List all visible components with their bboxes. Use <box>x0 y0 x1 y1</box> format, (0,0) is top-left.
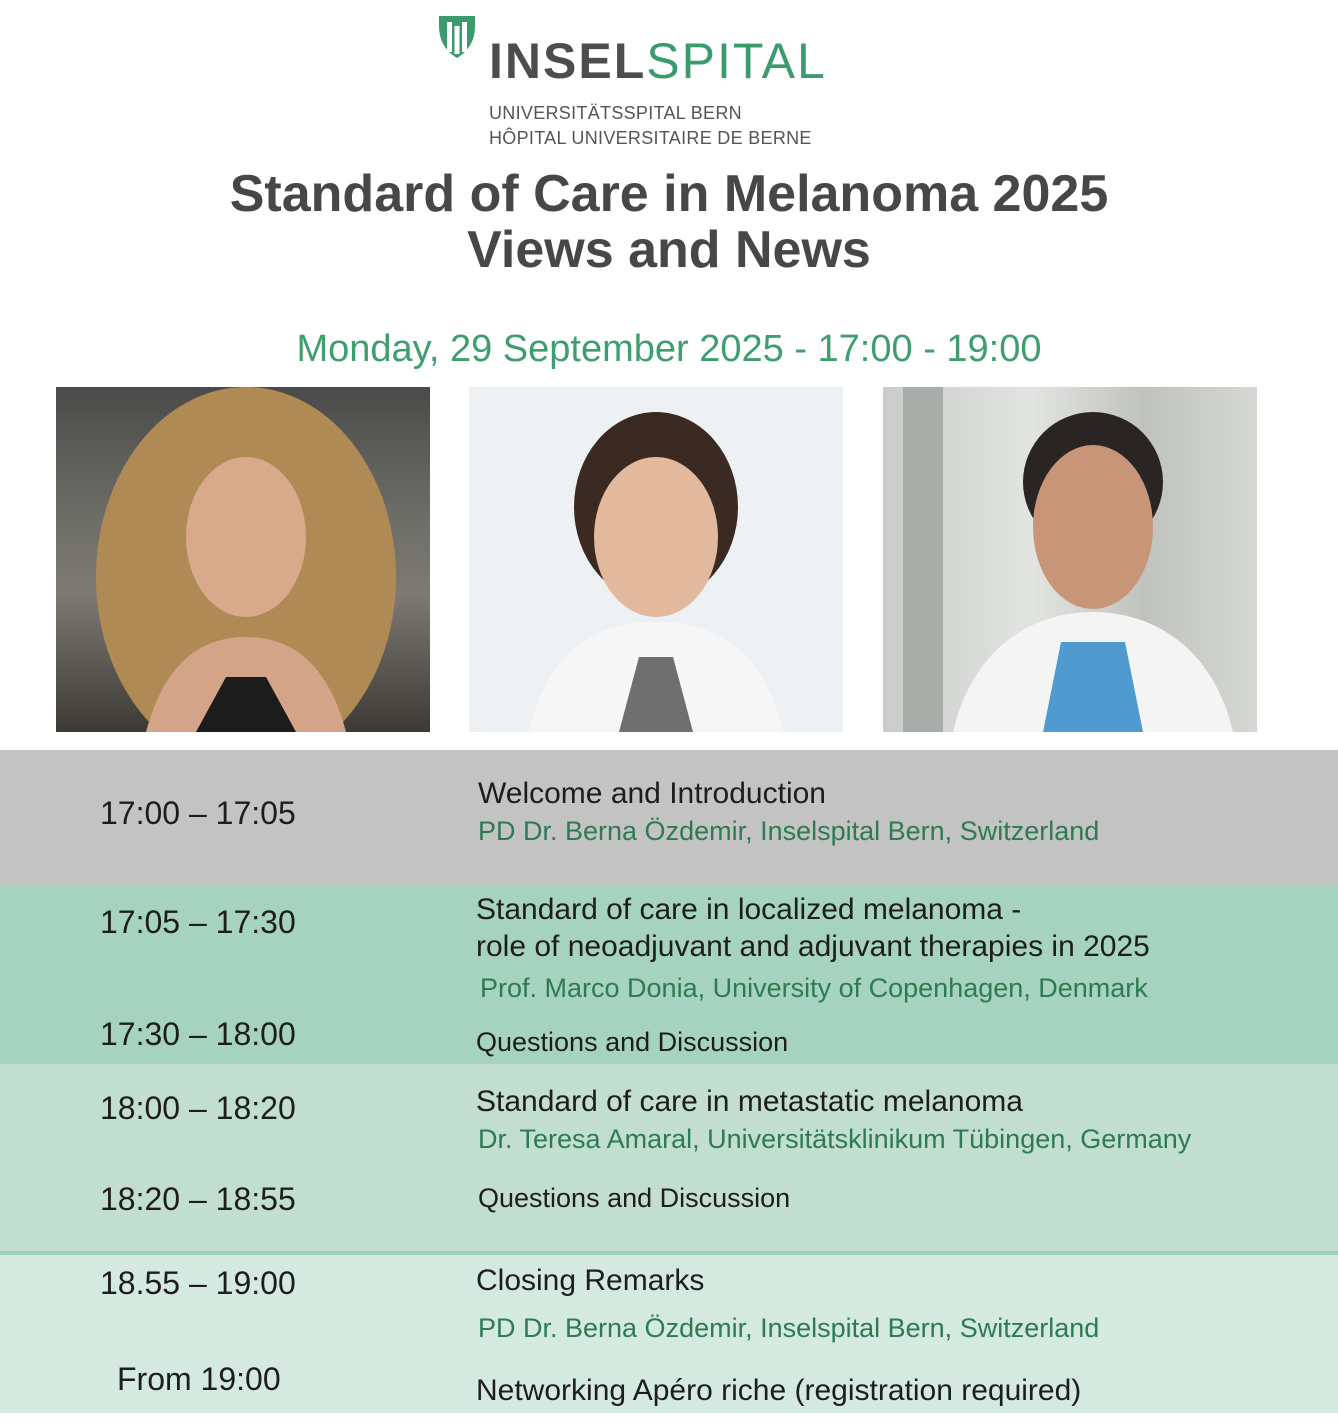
discussion-1-time: 17:30 – 18:00 <box>100 1016 296 1052</box>
closing-topic: Closing Remarks <box>476 1264 705 1297</box>
logo-subtitle-german: UNIVERSITÄTSSPITAL BERN <box>489 103 742 123</box>
welcome-topic: Welcome and Introduction <box>478 777 826 810</box>
discussion-2-topic: Questions and Discussion <box>478 1183 791 1213</box>
closing-speaker: PD Dr. Berna Özdemir, Inselspital Bern, Switzerland <box>478 1313 1100 1343</box>
speaker-photo-2 <box>469 387 843 732</box>
speaker-photo-1 <box>56 387 430 732</box>
logo-subtitle-french: HÔPITAL UNIVERSITAIRE DE BERNE <box>489 128 812 148</box>
metastatic-time: 18:00 – 18:20 <box>100 1090 296 1126</box>
localized-topic-line-2: role of neoadjuvant and adjuvant therapies in 2025 <box>476 930 1150 963</box>
logo-wordmark <box>489 33 827 89</box>
localized-speaker: Prof. Marco Donia, University of Copenhagen, Denmark <box>480 973 1148 1003</box>
metastatic-speaker: Dr. Teresa Amaral, Universitätsklinikum Tübingen, Germany <box>478 1124 1192 1154</box>
discussion-1-topic: Questions and Discussion <box>476 1027 789 1057</box>
event-subtitle: Views and News <box>467 221 871 279</box>
discussion-2-time: 18:20 – 18:55 <box>100 1181 296 1217</box>
logo-wordmark-insel: INSEL <box>489 33 647 89</box>
localized-time: 17:05 – 17:30 <box>100 904 296 940</box>
logo-wordmark-spital: SPITAL <box>646 33 827 89</box>
networking-topic: Networking Apéro riche (registration required) <box>476 1374 1082 1407</box>
localized-topic-line-1: Standard of care in localized melanoma - <box>476 893 1022 926</box>
metastatic-topic: Standard of care in metastatic melanoma <box>476 1085 1023 1118</box>
closing-time: 18.55 – 19:00 <box>100 1265 296 1301</box>
event-date: Monday, 29 September 2025 - 17:00 - 19:00 <box>296 328 1042 370</box>
inselspital-logo <box>437 12 857 148</box>
networking-time: From 19:00 <box>117 1361 281 1397</box>
welcome-time: 17:00 – 17:05 <box>100 795 296 831</box>
speaker-photo-3 <box>883 387 1257 732</box>
welcome-speaker: PD Dr. Berna Özdemir, Inselspital Bern, Switzerland <box>478 816 1100 846</box>
speaker-photo-1-portrait <box>56 387 430 732</box>
inselspital-emblem-icon <box>437 12 477 62</box>
event-title: Standard of Care in Melanoma 2025 <box>229 165 1109 223</box>
speaker-photo-2-portrait <box>469 387 843 732</box>
speaker-photo-3-portrait <box>883 387 1257 732</box>
